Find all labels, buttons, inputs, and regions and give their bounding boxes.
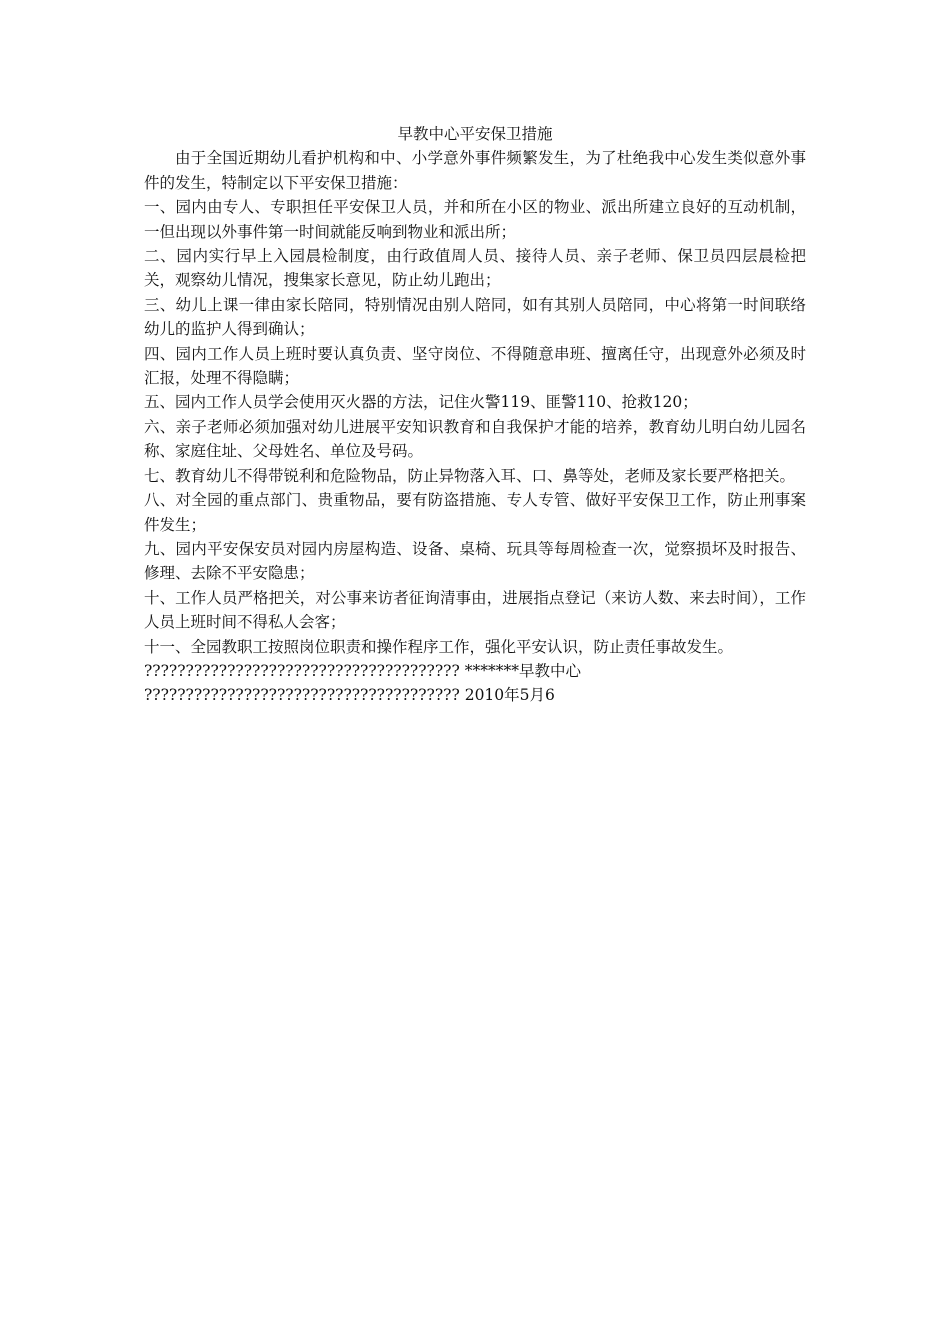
measure-item-5: 五、园内工作人员学会使用灭火器的方法，记住火警119、匪警110、抢救120； bbox=[144, 393, 698, 412]
measure-item-11: 十一、全园教职工按照岗位职责和操作程序工作，强化平安认识，防止责任事故发生。 bbox=[144, 637, 734, 656]
measure-item-2: 二、园内实行早上入园晨检制度，由行政值周人员、接待人员、亲子老师、保卫员四层晨检把关，观察幼儿情况，搜集家长意见，防止幼儿跑出； bbox=[144, 247, 806, 290]
measure-item-9: 九、园内平安保安员对园内房屋构造、设备、桌椅、玩具等每周检查一次，觉察损坏及时报告、修理、去除不平安隐患； bbox=[144, 539, 806, 583]
measure-item-4: 四、园内工作人员上班时要认真负责、坚守岗位、不得随意串班、擅离任守，出现意外必须及时汇报，处理不得隐瞒； bbox=[144, 344, 806, 388]
measure-item-3: 三、幼儿上课一律由家长陪同，特别情况由别人陪同，如有其别人员陪同，中心将第一时间联络幼儿的监护人得到确认； bbox=[144, 295, 806, 339]
measure-item-8: 八、对全园的重点部门、贵重物品，要有防盗措施、专人专管、做好平安保卫工作，防止刑事案件发生； bbox=[144, 491, 806, 534]
measure-item-10: 十、工作人员严格把关，对公事来访者征询清事由，进展指点登记（来访人数、来去时间），工作人员上班时间不得私人会客； bbox=[144, 588, 806, 632]
intro-paragraph: 由于全国近期幼儿看护机构和中、小学意外事件频繁发生，为了杜绝我中心发生类似意外事件的发生，特制定以下平安保卫措施： bbox=[144, 149, 806, 192]
measure-item-1: 一、园内由专人、专职担任平安保卫人员，并和所在小区的物业、派出所建立良好的互动机制，一但出现以外事件第一时间就能反响到物业和派出所； bbox=[144, 198, 806, 241]
date-line: ?????????????????????????????????????? 2010年5月6 bbox=[144, 686, 555, 705]
measure-item-6: 六、亲子老师必须加强对幼儿进展平安知识教育和自我保护才能的培养，教育幼儿明白幼儿园名称、家庭住址、父母姓名、单位及号码。 bbox=[144, 417, 806, 461]
measure-item-7: 七、教育幼儿不得带锐利和危险物品，防止异物落入耳、口、鼻等处，老师及家长要严格把关。 bbox=[144, 466, 796, 485]
document-page bbox=[144, 122, 806, 708]
document-title: 早教中心平安保卫措施 bbox=[397, 125, 553, 143]
signature-line: ?????????????????????????????????????? *******早教中心 bbox=[144, 661, 581, 680]
